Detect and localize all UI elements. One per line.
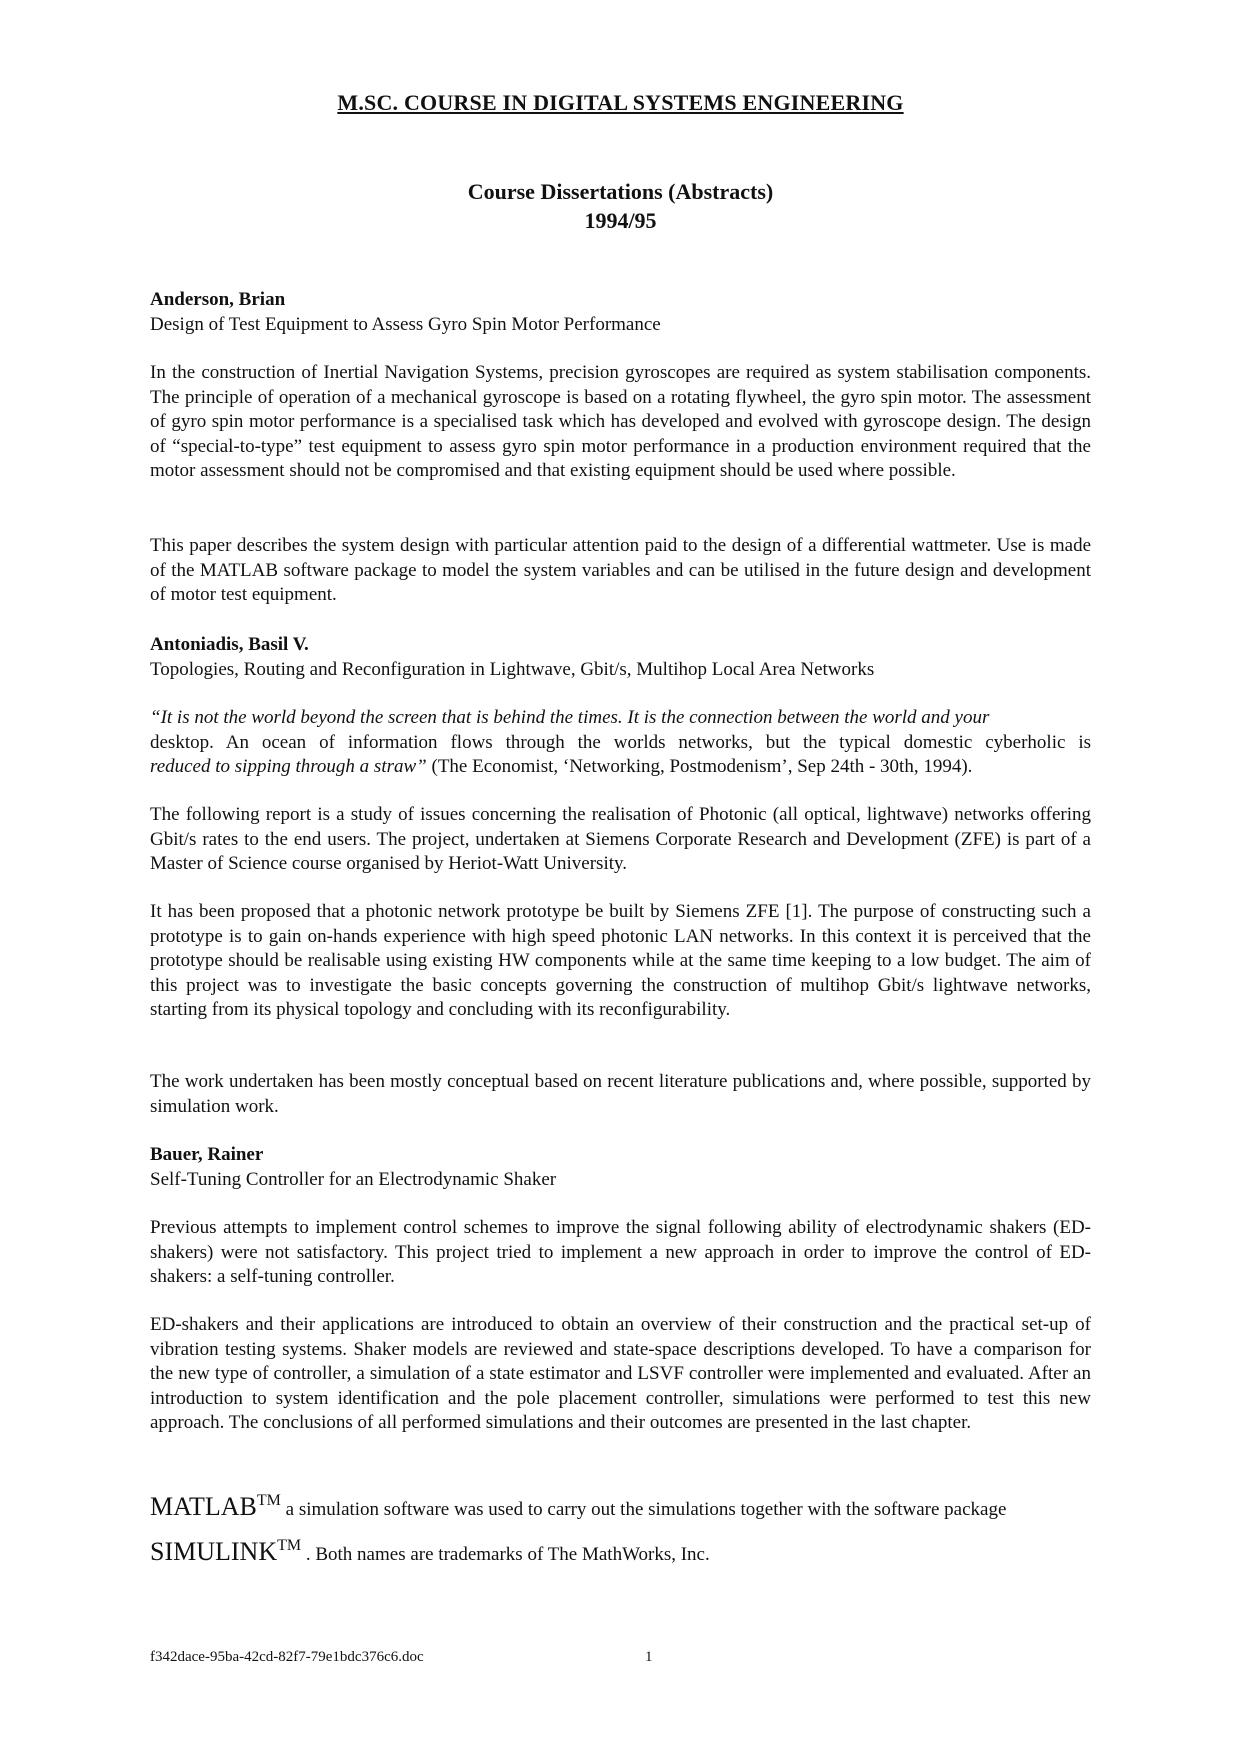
entry-project-title: Design of Test Equipment to Assess Gyro Spin Motor Performance [150, 313, 661, 335]
entry-author: Bauer, Rainer [150, 1144, 264, 1165]
entry-bauer [150, 1143, 1091, 1192]
abstract-paragraph: The following report is a study of issues concerning the realisation of Photonic (all optical, lightwave) networks offering Gbit/s rates to the end users. The project, undertaken at Siemens Corporate Research and Development (ZFE) is part of a Master of Science course organised by Heriot-Watt University. [150, 804, 1091, 875]
abstract-paragraph: Previous attempts to implement control schemes to improve the signal following ability of electrodynamic shakers (ED-shakers) were not satisfactory. This project tried to implement a new approach in order to improve the control of ED-shakers: a self-tuning controller. [150, 1217, 1091, 1288]
entry-project-title: Topologies, Routing and Reconfiguration in Lightwave, Gbit/s, Multihop Local Area Networks [150, 658, 875, 680]
entry-antoniadis-para-2 [150, 900, 1091, 1023]
simulink-name: SIMULINK [150, 1537, 278, 1566]
quote-source: (The Economist, ‘Networking, Postmodenism’, Sep 24th - 30th, 1994). [426, 756, 973, 778]
matlab-name: MATLAB [150, 1492, 257, 1521]
entry-anderson [150, 288, 1091, 337]
abstract-paragraph: This paper describes the system design with particular attention paid to the design of a differential wattmeter. Use is made of the MATLAB software package to model the system variables and can be utilised in the future design and development of motor test equipment. [150, 535, 1091, 606]
footer-page-number: 1 [645, 1649, 653, 1665]
abstract-paragraph: In the construction of Inertial Navigation Systems, precision gyroscopes are required as system stabilisation components. The principle of operation of a mechanical gyroscope is based on a rotating flywheel, the gyro spin motor. The assessment of gyro spin motor performance is a specialised task which has developed and evolved with gyroscope design. The design of “special-to-type” test equipment to assess gyro spin motor performance in a production environment required that the motor assessment should not be compromised and that existing equipment should be used where possible. [150, 362, 1091, 482]
document-title: M.SC. COURSE IN DIGITAL SYSTEMS ENGINEERING [337, 90, 904, 115]
abstract-paragraph: ED-shakers and their applications are introduced to obtain an overview of their construction and the practical set-up of vibration testing systems. Shaker models are reviewed and state-space descriptions developed. To have a comparison for the new type of controller, a simulation of a state estimator and LSVF controller were implemented and evaluated. After an introduction to system identification and the pole placement controller, simulations were performed to test this new approach. The conclusions of all performed simulations and their outcomes are presented in the last chapter. [150, 1314, 1091, 1434]
abstract-paragraph: It has been proposed that a photonic network prototype be built by Siemens ZFE [1]. The purpose of constructing such a prototype is to gain on-hands experience with high speed photonic LAN networks. In this context it is perceived that the prototype should be realisable using existing HW components while at the same time keeping to a low budget. The aim of this project was to investigate the basic concepts governing the construction of multihop Gbit/s lightwave networks, starting from its physical topology and concluding with its reconfigurability. [150, 901, 1091, 1021]
trademark-text-1: a simulation software was used to carry out the simulations together with the software package [280, 1499, 1007, 1520]
trademark-text-2: . Both names are trademarks of The MathWorks, Inc. [301, 1544, 710, 1565]
quote-text: “It is not the world beyond the screen that is behind the times. It is the connection between the world and your [150, 707, 990, 728]
entry-antoniadis-quote [150, 706, 1091, 780]
entry-project-title: Self-Tuning Controller for an Electrodynamic Shaker [150, 1168, 557, 1190]
entry-antoniadis-para-3 [150, 1070, 1091, 1119]
trademark-symbol: TM [277, 1537, 302, 1554]
entry-bauer-para-2 [150, 1313, 1091, 1436]
quote-text-plain: desktop. An ocean of information flows through the worlds networks, but the typical domestic cyberholic is [150, 731, 1091, 753]
entry-bauer-para-1 [150, 1216, 1091, 1290]
trademark-note [150, 1483, 1091, 1573]
document-year: 1994/95 [584, 208, 657, 233]
entry-antoniadis-para-1 [150, 803, 1091, 877]
entry-anderson-para-2 [150, 534, 1091, 608]
quote-text-end: reduced to sipping through a straw” [150, 756, 427, 778]
entry-antoniadis [150, 633, 1091, 682]
document-subtitle: Course Dissertations (Abstracts) [467, 179, 774, 204]
entry-author: Anderson, Brian [150, 289, 286, 310]
entry-author: Antoniadis, Basil V. [150, 634, 309, 655]
abstract-paragraph: The work undertaken has been mostly conceptual based on recent literature publications and, where possible, supported by simulation work. [150, 1071, 1091, 1117]
footer-filename: f342dace-95ba-42cd-82f7-79e1bdc376c6.doc [150, 1649, 424, 1665]
entry-anderson-para-1 [150, 361, 1091, 484]
trademark-symbol: TM [256, 1492, 281, 1509]
